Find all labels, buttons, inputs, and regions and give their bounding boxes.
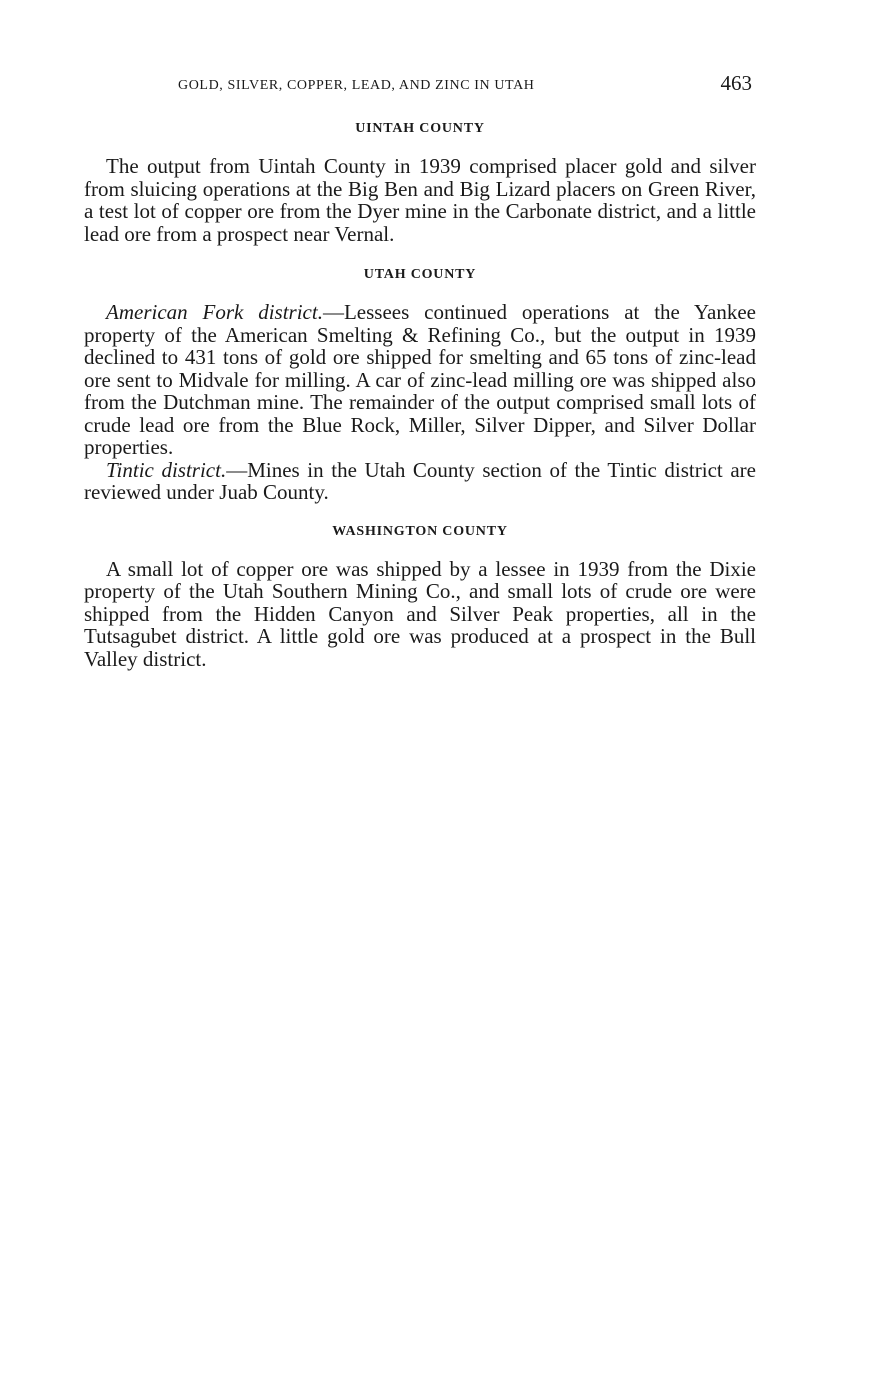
paragraph-text: The output from Uintah County in 1939 comprised placer gold and silver from sluicing operations at the Big Ben and Big Lizard placers on Green River, a test lot of copper ore from the Dyer mine in the Carbonate district, and a little lead ore from a prospect near Vernal. (84, 154, 756, 246)
paragraph-uintah-county (84, 155, 756, 245)
document-page (84, 60, 756, 670)
page-number: 463 (720, 71, 752, 95)
paragraph-lead-american-fork: American Fork district. (106, 300, 323, 324)
paragraph-text: —Mines in the Utah County section of the Tintic district are reviewed under Juab County. (84, 457, 756, 504)
paragraph-washington-county (84, 558, 756, 671)
running-title: GOLD, SILVER, COPPER, LEAD, AND ZINC IN UTAH (178, 78, 535, 93)
section-heading-washington-county: WASHINGTON COUNTY (332, 523, 508, 539)
section-heading-uintah-county: UINTAH COUNTY (355, 121, 485, 136)
paragraph-text: A small lot of copper ore was shipped by a lessee in 1939 from the Dixie property of the Utah Southern Mining Co., and small lots of crude ore were shipped from the Hidden Canyon and Silver Peak properties, all in the Tutsagubet district. A little gold ore was produced at a prospect in the Bull Valley district. (84, 556, 756, 671)
section-heading-utah-county: UTAH COUNTY (363, 267, 477, 282)
running-head (84, 60, 756, 100)
paragraph-lead-tintic: Tintic district. (106, 457, 227, 482)
paragraph-tintic-district (84, 459, 756, 504)
paragraph-american-fork-district (84, 301, 756, 459)
paragraph-text: —Lessees continued operations at the Yankee property of the American Smelting & Refining Co., but the output in 1939 declined to 431 tons of gold ore shipped for smelting and 65 tons of zinc-lead ore sent to Midvale for milling. A car of zinc-lead milling ore was shipped also from the Dutchman mine. The remainder of the output comprised small lots of crude lead ore from the Blue Rock, Miller, Silver Dipper, and Silver Dollar properties. (84, 300, 756, 459)
